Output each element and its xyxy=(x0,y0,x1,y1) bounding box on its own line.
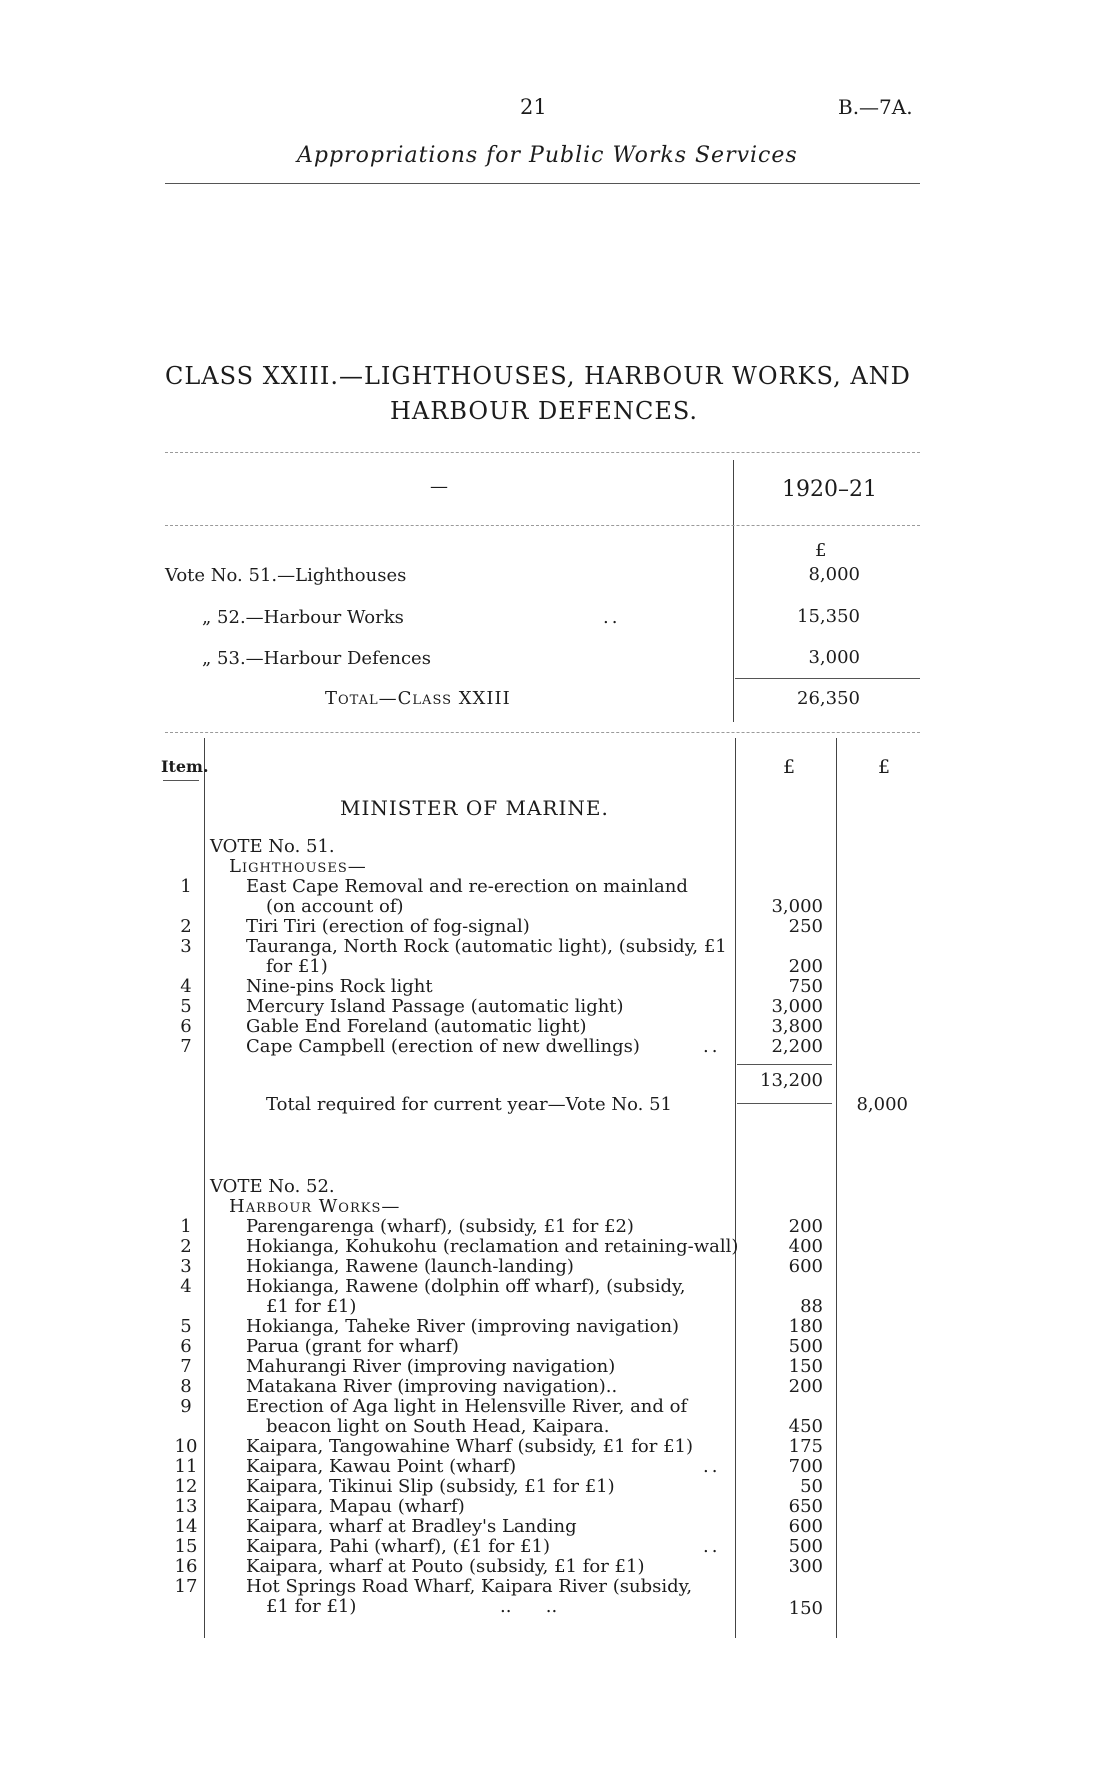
summary-row-vote53-amount: 3,000 xyxy=(808,647,860,668)
vote52-item-dots: .. xyxy=(703,1536,721,1557)
vote52-item-number: 4 xyxy=(180,1276,192,1297)
vote52-item-description: Kaipara, Pahi (wharf), (£1 for £1) xyxy=(246,1536,550,1557)
pounds-column-header-1: £ xyxy=(783,756,796,778)
vote52-item-description: Hokianga, Rawene (launch-landing) xyxy=(246,1256,574,1277)
vote52-item-number: 12 xyxy=(174,1476,198,1497)
vote52-item-description: Hokianga, Taheke River (improving navigation) xyxy=(246,1316,680,1337)
vote51-subtotal-rule xyxy=(737,1064,832,1065)
vote52-item-description: Parengarenga (wharf), (subsidy, £1 for £2) xyxy=(246,1216,634,1237)
vote51-item-number: 5 xyxy=(180,996,192,1017)
vote52-item-amount: 600 xyxy=(788,1516,823,1537)
running-title: Appropriations for Public Works Services xyxy=(297,143,798,168)
vote52-item-description: Parua (grant for wharf) xyxy=(246,1336,459,1357)
vote52-item-description: Hot Springs Road Wharf, Kaipara River (subsidy, xyxy=(246,1576,693,1597)
vote52-item-description: Matakana River (improving navigation).. xyxy=(246,1376,618,1397)
pounds-column-header-2: £ xyxy=(878,756,891,778)
minister-heading: MINISTER OF MARINE. xyxy=(340,796,609,820)
vote52-item-description-cont: £1 for £1) xyxy=(266,1596,357,1617)
vote51-item-description: Cape Campbell (erection of new dwellings) xyxy=(246,1036,640,1057)
vote52-item-number: 7 xyxy=(180,1356,192,1377)
vote52-item-amount: 300 xyxy=(788,1556,823,1577)
vote51-total-rule xyxy=(737,1103,832,1104)
vote51-item-number: 7 xyxy=(180,1036,192,1057)
vote52-item-amount: 400 xyxy=(788,1236,823,1257)
vote52-item-number: 16 xyxy=(174,1556,198,1577)
summary-row-vote51-label: Vote No. 51.—Lighthouses xyxy=(165,565,407,586)
vote52-title: VOTE No. 52. xyxy=(210,1176,335,1197)
vote52-item-description-cont: £1 for £1) xyxy=(266,1296,357,1317)
vote52-item-amount: 50 xyxy=(800,1476,823,1497)
vote51-item-amount: 3,000 xyxy=(771,996,823,1017)
class-title-line1: CLASS XXIII.—LIGHTHOUSES, HARBOUR WORKS, AND xyxy=(165,362,911,390)
vote52-item-amount: 200 xyxy=(788,1376,823,1397)
vote52-item-number: 8 xyxy=(180,1376,192,1397)
vote51-item-description: Nine-pins Rock light xyxy=(246,976,433,997)
vote52-item-description: Kaipara, wharf at Bradley's Landing xyxy=(246,1516,577,1537)
summary-currency: £ xyxy=(815,540,827,561)
vote52-item-amount: 500 xyxy=(788,1336,823,1357)
header-rule xyxy=(165,183,920,184)
vote52-item-amount: 150 xyxy=(788,1598,823,1619)
vote52-item-amount: 700 xyxy=(788,1456,823,1477)
vote51-total-label: Total required for current year—Vote No. 51 xyxy=(266,1094,672,1115)
vote51-item-description: East Cape Removal and re-erection on mainland xyxy=(246,876,688,897)
vote52-item-description: Erection of Aga light in Helensville River, and of xyxy=(246,1396,688,1417)
vote51-item-amount: 250 xyxy=(788,916,823,937)
vote51-total-amount: 8,000 xyxy=(856,1094,908,1115)
vote51-item-number: 2 xyxy=(180,916,192,937)
vote52-item-amount: 175 xyxy=(788,1436,823,1457)
summary-total-amount: 26,350 xyxy=(797,688,860,709)
vote52-item-description: Kaipara, wharf at Pouto (subsidy, £1 for £1) xyxy=(246,1556,645,1577)
vote52-item-description: Kaipara, Tikinui Slip (subsidy, £1 for £1) xyxy=(246,1476,615,1497)
vote52-item-description-cont: beacon light on South Head, Kaipara. xyxy=(266,1416,610,1437)
vote52-item-number: 14 xyxy=(174,1516,198,1537)
vote52-item-number: 5 xyxy=(180,1316,192,1337)
vote51-item-description: Gable End Foreland (automatic light) xyxy=(246,1016,587,1037)
item-header-underline xyxy=(163,780,199,781)
summary-header-rule xyxy=(165,525,920,526)
summary-column-dash: — xyxy=(430,476,448,497)
summary-year-header: 1920–21 xyxy=(782,477,877,502)
vote52-item-dots: .. .. xyxy=(500,1596,558,1617)
vote52-item-amount: 180 xyxy=(788,1316,823,1337)
vote52-item-description: Mahurangi River (improving navigation) xyxy=(246,1356,616,1377)
summary-total-rule xyxy=(735,678,920,679)
vote51-item-amount: 3,000 xyxy=(771,896,823,917)
vote52-item-number: 11 xyxy=(174,1456,198,1477)
vote51-subtotal-amount: 13,200 xyxy=(760,1070,823,1091)
summary-row-vote53-label: „ 53.—Harbour Defences xyxy=(202,648,431,669)
item-column-header: Item. xyxy=(161,757,209,776)
vote52-item-amount: 200 xyxy=(788,1216,823,1237)
document-reference: B.—7A. xyxy=(838,95,913,119)
vote52-item-number: 15 xyxy=(174,1536,198,1557)
vote52-item-number: 13 xyxy=(174,1496,198,1517)
vote52-item-dots: .. xyxy=(703,1456,721,1477)
summary-row-vote52-dots: .. xyxy=(603,607,621,628)
vote52-item-amount: 88 xyxy=(800,1296,823,1317)
vote51-item-description: Tiri Tiri (erection of fog-signal) xyxy=(246,916,530,937)
summary-column-divider xyxy=(733,460,734,722)
vote52-item-number: 1 xyxy=(180,1216,192,1237)
vote52-item-amount: 450 xyxy=(788,1416,823,1437)
vote51-item-amount: 750 xyxy=(788,976,823,997)
vote51-item-dots: .. xyxy=(703,1036,721,1057)
summary-top-rule xyxy=(165,452,920,453)
vote52-item-number: 3 xyxy=(180,1256,192,1277)
vote52-item-number: 2 xyxy=(180,1236,192,1257)
vote52-item-description: Hokianga, Kohukohu (reclamation and retaining-wall) xyxy=(246,1236,739,1257)
vote52-item-number: 6 xyxy=(180,1336,192,1357)
vote52-item-amount: 600 xyxy=(788,1256,823,1277)
vote52-item-description: Kaipara, Kawau Point (wharf) xyxy=(246,1456,517,1477)
vote51-item-description: Mercury Island Passage (automatic light) xyxy=(246,996,624,1017)
pounds-column-divider-2 xyxy=(836,738,837,1638)
vote52-item-number: 9 xyxy=(180,1396,192,1417)
vote52-subhead: Harbour Works— xyxy=(229,1196,401,1217)
summary-row-vote52-label: „ 52.—Harbour Works xyxy=(202,607,404,628)
page-number: 21 xyxy=(520,95,547,119)
vote51-item-amount: 2,200 xyxy=(771,1036,823,1057)
vote52-item-number: 10 xyxy=(174,1436,198,1457)
vote51-item-description-cont: (on account of) xyxy=(266,896,404,917)
vote51-title: VOTE No. 51. xyxy=(210,836,335,857)
vote51-item-number: 1 xyxy=(180,876,192,897)
class-title-line2: HARBOUR DEFENCES. xyxy=(390,397,699,425)
vote51-item-description-cont: for £1) xyxy=(266,956,328,977)
vote51-item-number: 4 xyxy=(180,976,192,997)
vote51-item-amount: 200 xyxy=(788,956,823,977)
summary-row-vote51-amount: 8,000 xyxy=(808,564,860,585)
vote52-item-description: Hokianga, Rawene (dolphin off wharf), (subsidy, xyxy=(246,1276,686,1297)
summary-total-label: Total—Class XXIII xyxy=(325,688,511,709)
vote52-item-description: Kaipara, Tangowahine Wharf (subsidy, £1 for £1) xyxy=(246,1436,694,1457)
vote52-item-number: 17 xyxy=(174,1576,198,1597)
vote51-item-number: 3 xyxy=(180,936,192,957)
vote52-item-amount: 500 xyxy=(788,1536,823,1557)
vote51-subhead: Lighthouses— xyxy=(229,856,367,877)
summary-row-vote52-amount: 15,350 xyxy=(797,606,860,627)
vote51-item-amount: 3,800 xyxy=(771,1016,823,1037)
vote52-item-amount: 150 xyxy=(788,1356,823,1377)
vote51-item-number: 6 xyxy=(180,1016,192,1037)
vote52-item-amount: 650 xyxy=(788,1496,823,1517)
vote52-item-description: Kaipara, Mapau (wharf) xyxy=(246,1496,465,1517)
vote51-item-description: Tauranga, North Rock (automatic light), (subsidy, £1 xyxy=(246,936,727,957)
detail-top-rule xyxy=(165,732,920,733)
